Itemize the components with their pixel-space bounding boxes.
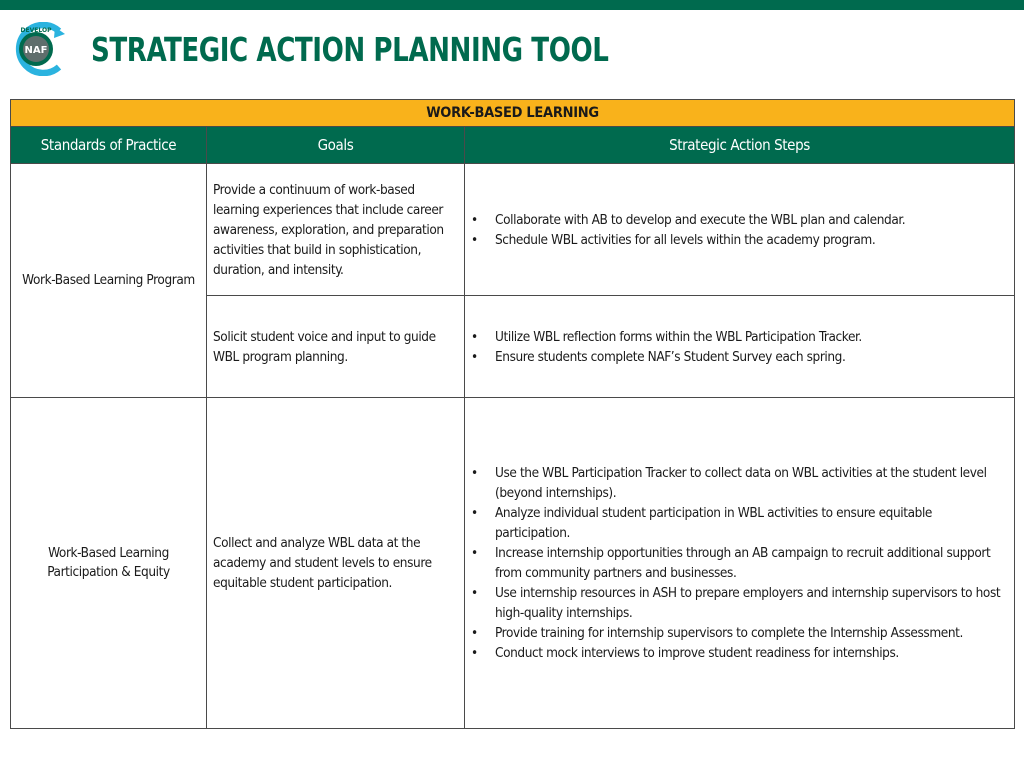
steps-cell	[465, 296, 1015, 398]
steps-list	[469, 210, 1008, 250]
steps-list	[469, 463, 1008, 663]
step-item: • Increase internship opportunities through an AB campaign to recruit additional support from community partners and businesses.	[469, 543, 1008, 583]
goal-cell: Solicit student voice and input to guide WBL program planning.	[207, 296, 465, 398]
step-item: • Use the WBL Participation Tracker to collect data on WBL activities at the student level (beyond internships).	[469, 463, 1008, 503]
step-item: • Analyze individual student participation in WBL activities to ensure equitable participation.	[469, 503, 1008, 543]
naf-logo	[9, 22, 67, 76]
column-header-goals: Goals	[207, 127, 465, 164]
standard-cell: Work-Based Learning Participation & Equity	[11, 398, 207, 729]
step-item: • Conduct mock interviews to improve student readiness for internships.	[469, 643, 1008, 663]
goal-cell: Provide a continuum of work-based learning experiences that include career awareness, exploration, and preparation activities that build in sophistication, duration, and intensity.	[207, 164, 465, 296]
step-item: • Use internship resources in ASH to prepare employers and internship supervisors to host high-quality internships.	[469, 583, 1008, 623]
step-item: • Schedule WBL activities for all levels within the academy program.	[469, 230, 1008, 250]
step-item: • Collaborate with AB to develop and execute the WBL plan and calendar.	[469, 210, 1008, 230]
action-plan-table	[10, 99, 1015, 729]
top-accent-bar	[0, 0, 1024, 10]
goal-cell: Collect and analyze WBL data at the academy and student levels to ensure equitable student participation.	[207, 398, 465, 729]
step-item: • Utilize WBL reflection forms within the WBL Participation Tracker.	[469, 327, 1008, 347]
logo-mark-text: NAF	[24, 45, 48, 56]
column-header-steps: Strategic Action Steps	[465, 127, 1015, 164]
page-title: STRATEGIC ACTION PLANNING TOOL	[91, 30, 609, 69]
section-band-title: WORK-BASED LEARNING	[11, 100, 1015, 127]
steps-list	[469, 327, 1008, 367]
standard-cell: Work-Based Learning Program	[11, 164, 207, 398]
step-item: • Provide training for internship supervisors to complete the Internship Assessment.	[469, 623, 1008, 643]
column-header-standards: Standards of Practice	[11, 127, 207, 164]
table-row	[11, 398, 1015, 729]
steps-cell	[465, 398, 1015, 729]
step-item: • Ensure students complete NAF’s Student Survey each spring.	[469, 347, 1008, 367]
steps-cell	[465, 164, 1015, 296]
logo-develop-text: DEVELOP	[20, 27, 52, 34]
table-row	[11, 164, 1015, 296]
